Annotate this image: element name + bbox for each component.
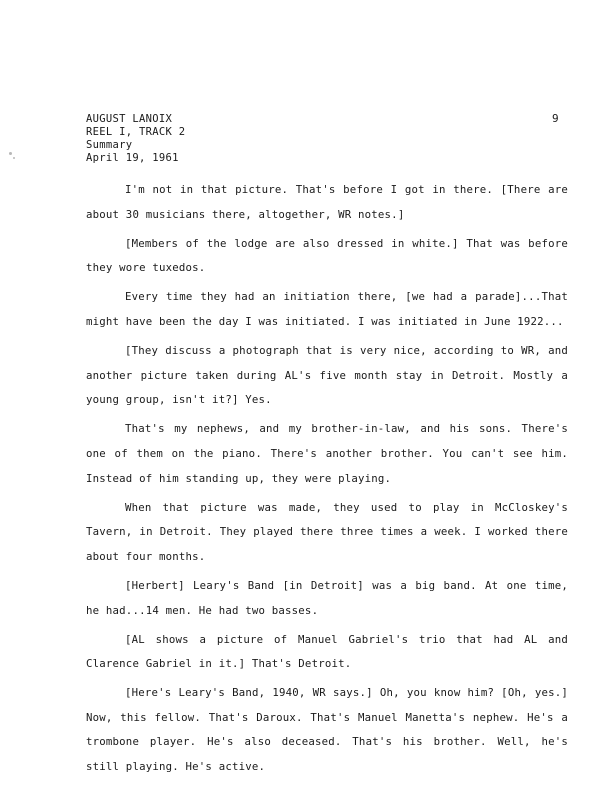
scan-speck <box>13 157 15 159</box>
paragraph: [AL shows a picture of Manuel Gabriel's trio that had AL and Clarence Gabriel in it.] That's Detroit. <box>86 632 568 671</box>
paragraph: [Members of the lodge are also dressed in white.] That was before they wore tuxedos. <box>86 236 568 275</box>
document-type: Summary <box>86 139 133 151</box>
paragraph: [They discuss a photograph that is very nice, according to WR, and another picture taken during AL's five month stay in Detroit. Mostly a young group, isn't it?] Yes. <box>86 344 568 407</box>
paragraph: [Herbert] Leary's Band [in Detroit] was a big band. At one time, he had...14 men. He had two basses. <box>86 578 568 617</box>
paragraph: Every time they had an initiation there, [we had a parade]...That might have been the day I was initiated. I was initiated in June 1922... <box>86 290 568 328</box>
reel-track: REEL I, TRACK 2 <box>86 126 186 138</box>
interview-date: April 19, 1961 <box>86 152 179 164</box>
paragraph: That's my nephews, and my brother-in-law, and his sons. There's one of them on the piano. There's another brother. You can't see him. Instead of him standing up, they were playing. <box>86 422 568 485</box>
scan-speck <box>9 152 12 155</box>
interviewee-name: AUGUST LANOIX <box>86 113 173 125</box>
transcript-body <box>86 178 568 784</box>
document-header <box>86 113 185 165</box>
paragraph: When that picture was made, they used to play in McCloskey's Tavern, in Detroit. They played there three times a week. I worked there about four months. <box>86 500 568 563</box>
page-number: 9 <box>552 112 559 125</box>
paragraph: [Here's Leary's Band, 1940, WR says.] Oh, you know him? [Oh, yes.] Now, this fellow. That's Daroux. That's Manuel Manetta's nephew. He's a trombone player. He's also deceased. That's his brother. Well, he's still playing. He's active. <box>86 686 568 774</box>
paragraph: I'm not in that picture. That's before I got in there. [There are about 30 musicians there, altogether, WR notes.] <box>86 183 568 221</box>
